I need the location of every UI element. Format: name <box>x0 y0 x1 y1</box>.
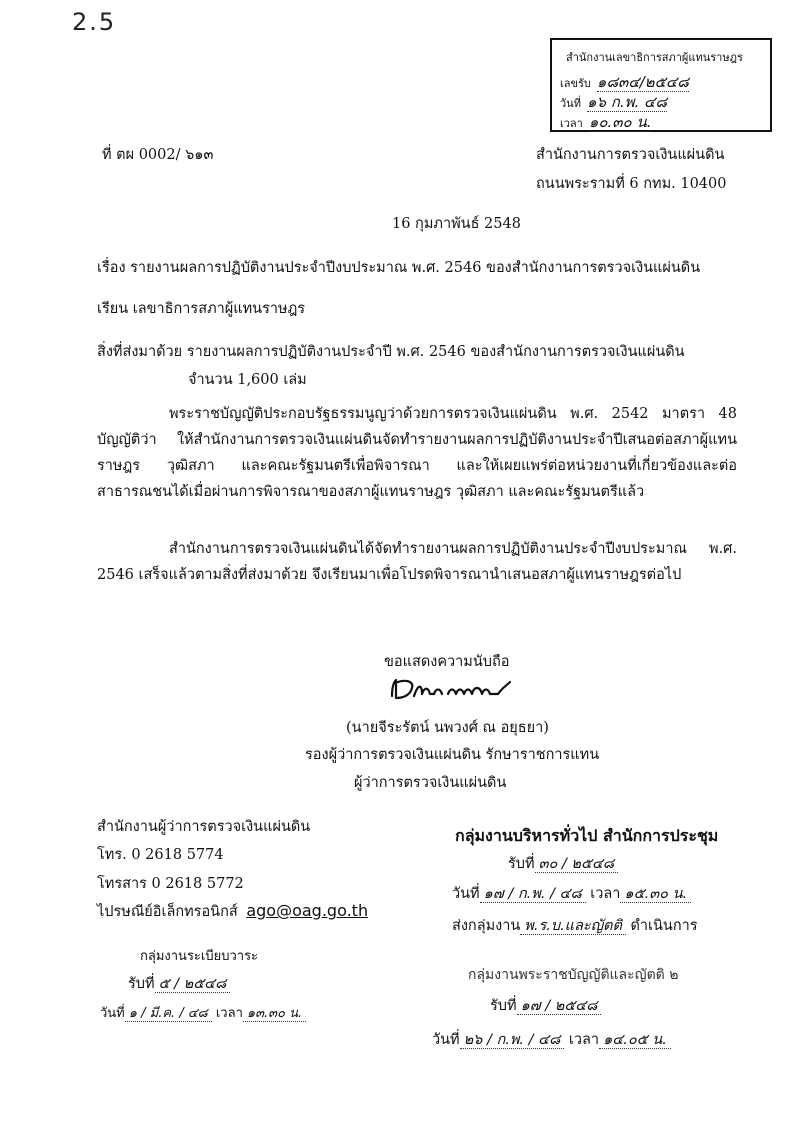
enclosure-line: สิ่งที่ส่งมาด้วย รายงานผลการปฏิบัติงานประจำปี พ.ศ. 2546 ของสำนักงานการตรวจเงินแผ่นดิน <box>97 344 685 360</box>
stamp-value: พ.ร.บ.และญัตติ <box>520 918 626 935</box>
stamp-value: ๑๓.๓๐ น. <box>243 1006 306 1022</box>
stamp-value: ๑๗ / ก.พ. / ๔๘ <box>480 886 586 903</box>
enclosure-quantity: จำนวน 1,600 เล่ม <box>188 372 307 388</box>
sender-address: ถนนพระรามที่ 6 กทม. 10400 <box>536 176 727 192</box>
receipt-stamp-value: ๑๖ ก.พ. ๔๘ <box>586 93 667 111</box>
contact-email-link[interactable]: ago@oag.go.th <box>246 901 369 920</box>
stamp-label: รับที่ <box>490 998 517 1014</box>
agenda-stamp-receive <box>128 972 230 995</box>
stamp-value: ๓๐ / ๒๕๔๘ <box>535 856 619 873</box>
stamp-value: ๑ / มี.ค. / ๔๘ <box>125 1006 212 1022</box>
stamp-label: เวลา <box>590 886 621 902</box>
signer-title-2: ผู้ว่าการตรวจเงินแผ่นดิน <box>354 775 507 791</box>
contact-telephone: โทร. 0 2618 5774 <box>97 847 224 863</box>
contact-office: สำนักงานผู้ว่าการตรวจเงินแผ่นดิน <box>97 819 311 835</box>
sender-name: สำนักงานการตรวจเงินแผ่นดิน <box>536 147 725 163</box>
bills-stamp-receive <box>490 994 601 1017</box>
contact-fax: โทรสาร 0 2618 5772 <box>97 876 244 892</box>
stamp-label: รับที่ <box>128 976 155 992</box>
receipt-stamp-label: เลขรับ <box>560 77 591 90</box>
general-admin-stamp-forward <box>452 914 698 937</box>
stamp-label: รับที่ <box>508 856 535 872</box>
signature-image <box>388 674 520 706</box>
receipt-stamp-row <box>560 110 760 134</box>
general-admin-stamp-date <box>452 882 691 905</box>
stamp-label: วันที่ <box>432 1032 460 1048</box>
receipt-stamp-label: เวลา <box>560 117 583 130</box>
stamp-label: วันที่ <box>452 886 480 902</box>
subject-line: เรื่อง รายงานผลการปฏิบัติงานประจำปีงบประมาณ พ.ศ. 2546 ของสำนักงานการตรวจเงินแผ่นดิน <box>97 260 701 276</box>
receipt-stamp <box>550 38 772 132</box>
general-admin-stamp-title: กลุ่มงานบริหารทั่วไป สำนักการประชุม <box>455 826 719 845</box>
page-number: 2.5 <box>72 8 117 36</box>
stamp-label: ดำเนินการ <box>630 918 698 934</box>
letter-date: 16 กุมภาพันธ์ 2548 <box>392 216 521 232</box>
stamp-value: ๑๔.๐๕ น. <box>599 1032 671 1049</box>
contact-email-label: ไปรษณีย์อิเล็กทรอนิกส์ <box>97 904 238 920</box>
agenda-stamp-title: กลุ่มงานระเบียบวาระ <box>140 949 259 964</box>
stamp-value: ๕ / ๒๕๔๘ <box>155 976 231 993</box>
signer-name: (นายจีระรัตน์ นพวงศ์ ณ อยุธยา) <box>346 720 549 736</box>
closing-text: ขอแสดงความนับถือ <box>384 654 510 670</box>
receipt-stamp-org: สำนักงานเลขาธิการสภาผู้แทนราษฎร <box>566 51 743 64</box>
stamp-label: เวลา <box>568 1032 600 1048</box>
stamp-value: ๒๖ / ก.พ. / ๔๘ <box>460 1032 565 1049</box>
receipt-stamp-label: วันที่ <box>560 97 581 110</box>
bills-stamp-title: กลุ่มงานพระราชบัญญัติและญัตติ ๒ <box>468 967 679 983</box>
stamp-value: ๑๗ / ๒๕๔๘ <box>517 998 602 1015</box>
receipt-stamp-value: ๑๘๓๔/๒๕๔๘ <box>596 73 689 91</box>
reference-number: ที่ ตผ 0002/ ๖๑๓ <box>102 147 214 163</box>
signer-title-1: รองผู้ว่าการตรวจเงินแผ่นดิน รักษาราชการแทน <box>305 747 600 763</box>
salutation-line: เรียน เลขาธิการสภาผู้แทนราษฎร <box>97 301 306 317</box>
stamp-label: เวลา <box>215 1006 243 1021</box>
stamp-label: ส่งกลุ่มงาน <box>452 918 521 934</box>
body-paragraph-2: สำนักงานการตรวจเงินแผ่นดินได้จัดทำรายงานผลการปฏิบัติงานประจำปีงบประมาณ พ.ศ. 2546 เสร็จแล้วตามสิ่งที่ส่งมาด้วย จึงเรียนมาเพื่อโปรดพิจารณานำเสนอสภาผู้แทนราษฎรต่อไป <box>97 541 737 583</box>
agenda-stamp-date <box>100 1002 306 1023</box>
bills-stamp-date <box>432 1028 671 1051</box>
contact-email-row <box>97 900 368 923</box>
general-admin-stamp-receive <box>508 852 618 875</box>
receipt-stamp-value: ๑๐.๓๐ น. <box>588 113 652 131</box>
body-paragraph-1: พระราชบัญญัติประกอบรัฐธรรมนูญว่าด้วยการตรวจเงินแผ่นดิน พ.ศ. 2542 มาตรา 48 บัญญัติว่า ให้สำนักงานการตรวจเงินแผ่นดินจัดทำรายงานผลการปฏิบัติงานประจำปีเสนอต่อสภาผู้แทนราษฎร วุฒิสภา และคณะรัฐมนตรีเพื่อพิจารณา และให้เผยแพร่ต่อหน่วยงานที่เกี่ยวข้องและต่อสาธารณชนได้เมื่อผ่านการพิจารณาของสภาผู้แทนราษฎร วุฒิสภา และคณะรัฐมนตรีแล้ว <box>97 406 737 500</box>
stamp-value: ๑๕.๓๐ น. <box>620 886 691 903</box>
stamp-label: วันที่ <box>100 1006 125 1021</box>
